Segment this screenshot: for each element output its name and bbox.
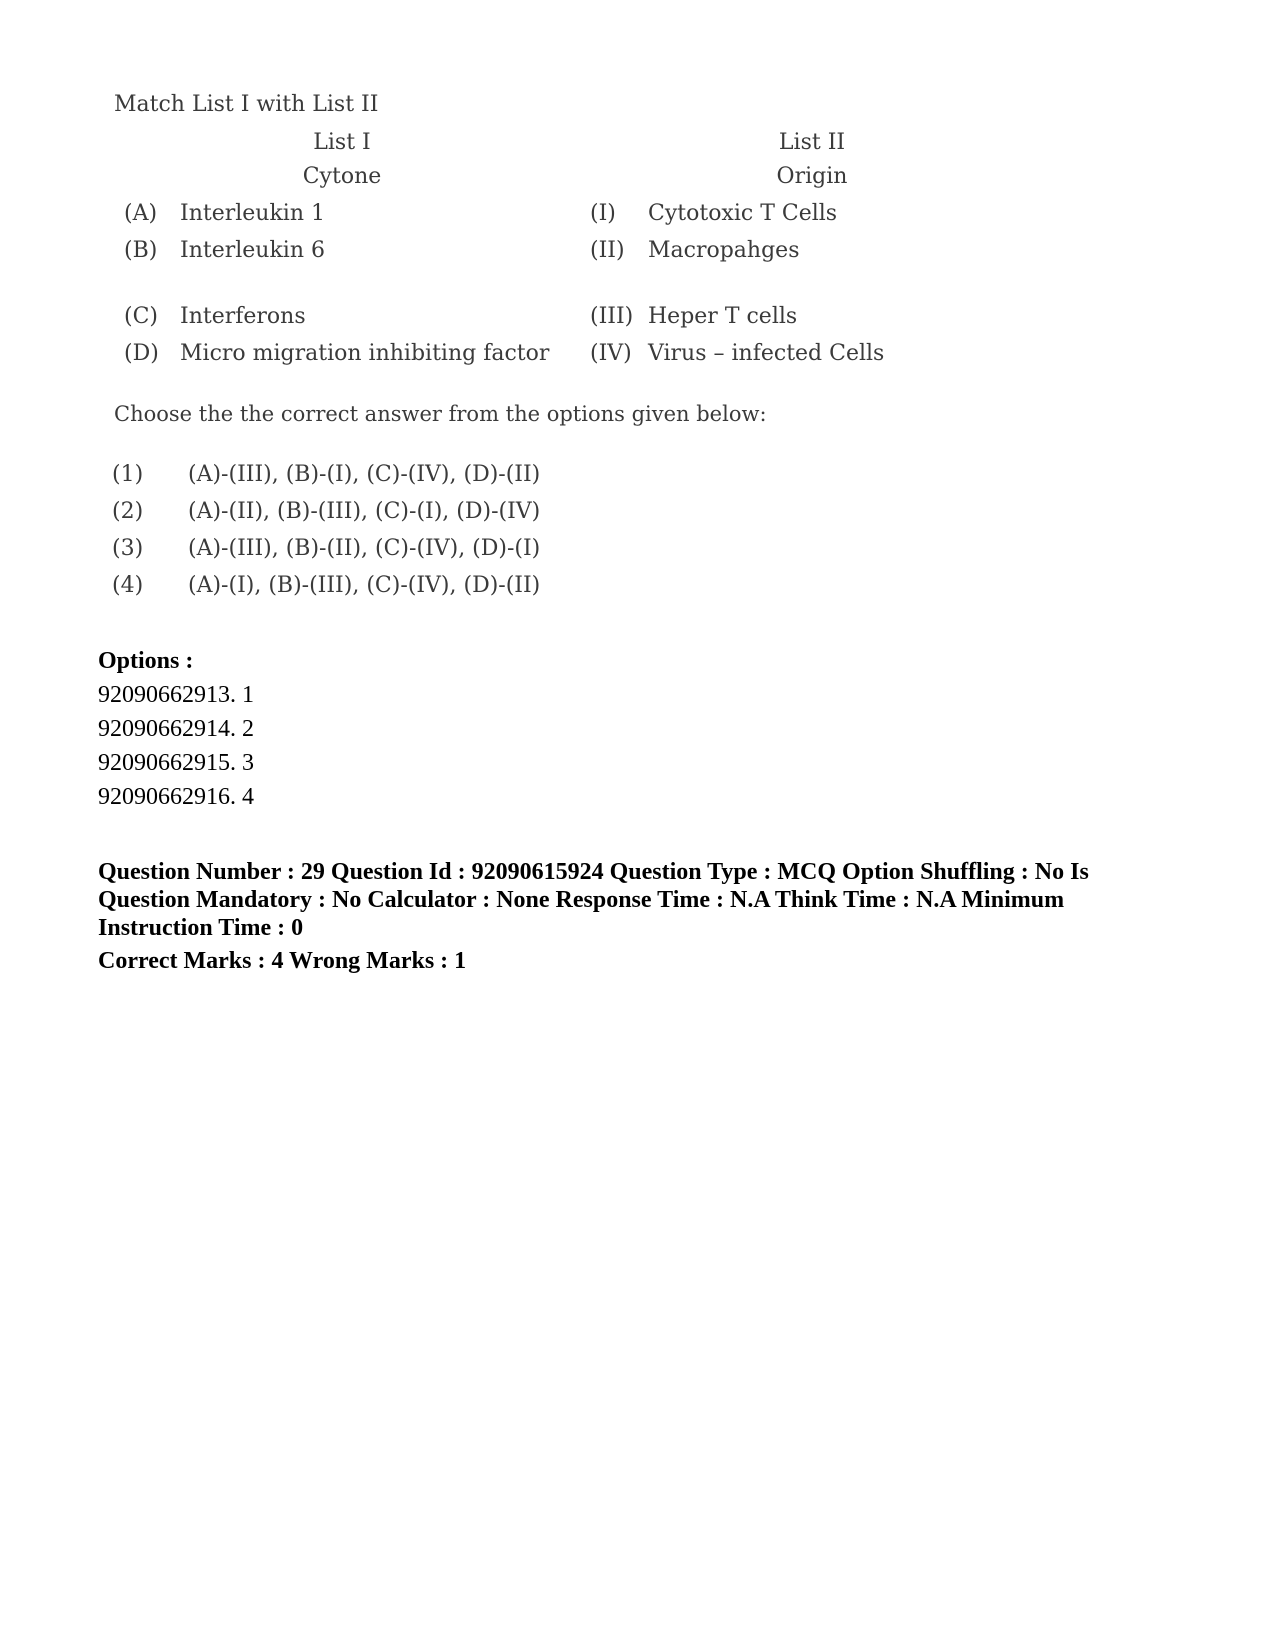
list2-item-text: Macropahges	[648, 238, 800, 263]
choice-row	[112, 462, 540, 487]
choice-row	[112, 573, 540, 598]
question-image	[100, 78, 920, 638]
list1-item-label: (B)	[124, 238, 158, 263]
list1-item-text: Micro migration inhibiting factor	[180, 341, 550, 366]
list1-item-label: (C)	[124, 304, 158, 329]
question-meta-line: Instruction Time : 0	[98, 915, 304, 941]
list2-item-label: (IV)	[590, 341, 632, 366]
options-heading: Options :	[98, 648, 194, 674]
choice-number: (1)	[112, 462, 144, 487]
option-item: 92090662913. 1	[98, 682, 254, 708]
list2-item-label: (III)	[590, 304, 634, 329]
list2-item-label: (I)	[590, 201, 616, 226]
choice-text: (A)-(II), (B)-(III), (C)-(I), (D)-(IV)	[188, 499, 541, 524]
marks-line: Correct Marks : 4 Wrong Marks : 1	[98, 948, 467, 974]
list1-item-label: (A)	[124, 201, 158, 226]
option-item: 92090662914. 2	[98, 716, 254, 742]
list2-item-text: Heper T cells	[648, 304, 798, 329]
list1-heading: List I	[313, 130, 371, 155]
list2-item-label: (II)	[590, 238, 625, 263]
option-item: 92090662915. 3	[98, 750, 254, 776]
option-item: 92090662916. 4	[98, 784, 254, 810]
question-meta-line: Question Number : 29 Question Id : 92090615924 Question Type : MCQ Option Shuffling : No Is	[98, 859, 1089, 885]
choice-text: (A)-(I), (B)-(III), (C)-(IV), (D)-(II)	[188, 573, 541, 598]
instruction-text: Choose the the correct answer from the options given below:	[114, 402, 767, 426]
choice-row	[112, 499, 540, 524]
list1-item-text: Interleukin 6	[180, 238, 325, 263]
list1-item-label: (D)	[124, 341, 159, 366]
list2-item-text: Virus – infected Cells	[648, 341, 885, 366]
question-stem: Match List I with List II	[114, 92, 379, 117]
choice-row	[112, 536, 540, 561]
question-meta-line: Question Mandatory : No Calculator : None Response Time : N.A Think Time : N.A Minimum	[98, 887, 1065, 913]
list2-subheading: Origin	[776, 164, 848, 189]
choice-number: (2)	[112, 499, 144, 524]
question-meta	[98, 858, 1089, 942]
list2-item-text: Cytotoxic T Cells	[648, 201, 838, 226]
choice-number: (3)	[112, 536, 144, 561]
list1-subheading: Cytone	[302, 164, 382, 189]
list1-item-text: Interleukin 1	[180, 201, 325, 226]
list1-item-text: Interferons	[180, 304, 306, 329]
choice-text: (A)-(III), (B)-(I), (C)-(IV), (D)-(II)	[188, 462, 541, 487]
list2-heading: List II	[778, 130, 846, 155]
choice-text: (A)-(III), (B)-(II), (C)-(IV), (D)-(I)	[188, 536, 541, 561]
choice-number: (4)	[112, 573, 144, 598]
